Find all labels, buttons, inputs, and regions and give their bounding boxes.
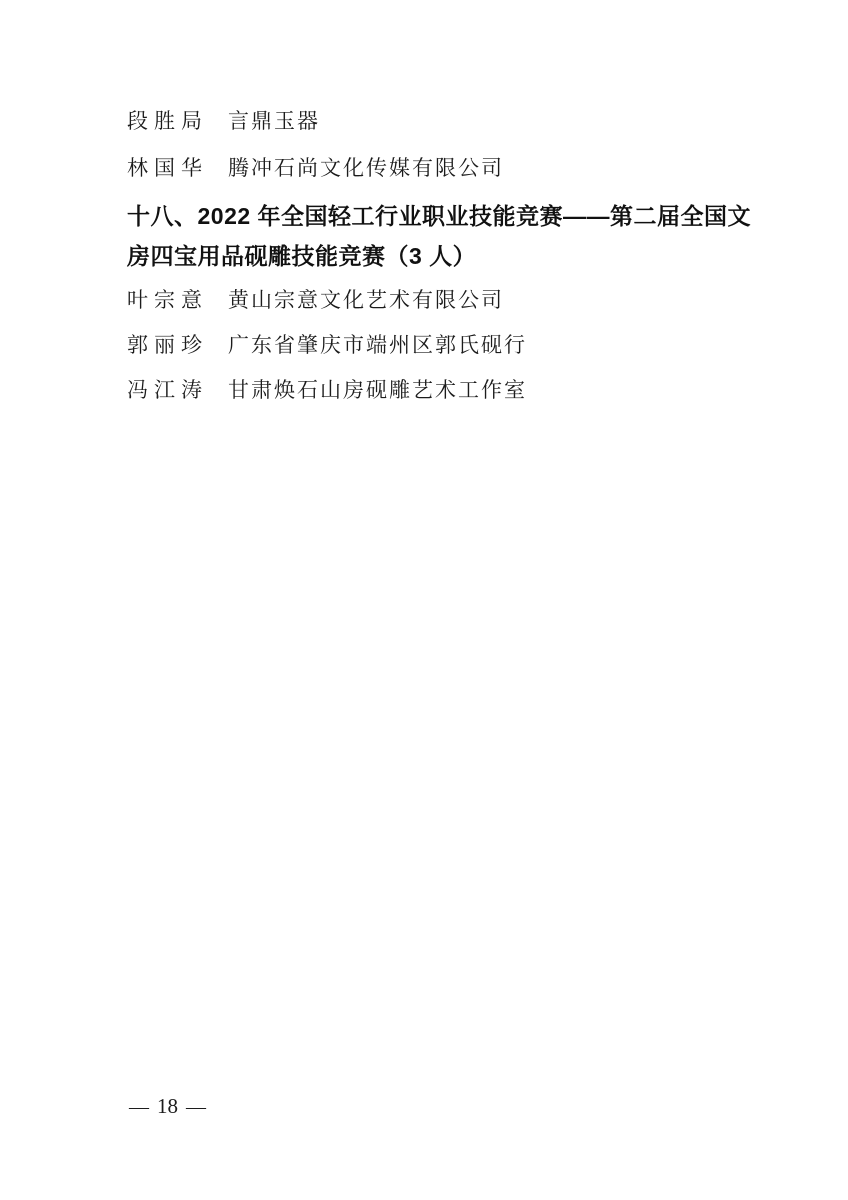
organization-name: 甘肃焕石山房砚雕艺术工作室: [228, 378, 527, 402]
footer-left-dash: —: [129, 1096, 149, 1118]
award-entry-row: [127, 333, 527, 358]
award-entry-row: [127, 109, 320, 134]
section-heading-line-1: 十八、2022 年全国轻工行业职业技能竞赛——第二届全国文: [127, 203, 752, 229]
section-heading-line-2: 房四宝用品砚雕技能竞赛（3 人）: [127, 243, 477, 269]
person-name: 冯江涛: [127, 378, 208, 402]
award-entry-row: [127, 156, 504, 181]
person-name: 段胜局: [127, 109, 208, 133]
award-entry-row: [127, 378, 527, 403]
organization-name: 广东省肇庆市端州区郭氏砚行: [228, 333, 527, 357]
page-number: 18: [157, 1094, 178, 1118]
person-name: 叶宗意: [127, 288, 208, 312]
person-name: 郭丽珍: [127, 333, 208, 357]
page-footer: [129, 1093, 206, 1120]
organization-name: 腾冲石尚文化传媒有限公司: [228, 156, 504, 180]
award-entry-row: [127, 288, 504, 313]
person-name: 林国华: [127, 156, 208, 180]
organization-name: 黄山宗意文化艺术有限公司: [228, 288, 504, 312]
footer-right-dash: —: [186, 1096, 206, 1118]
section-heading: [127, 196, 767, 276]
organization-name: 言鼎玉器: [228, 109, 320, 133]
